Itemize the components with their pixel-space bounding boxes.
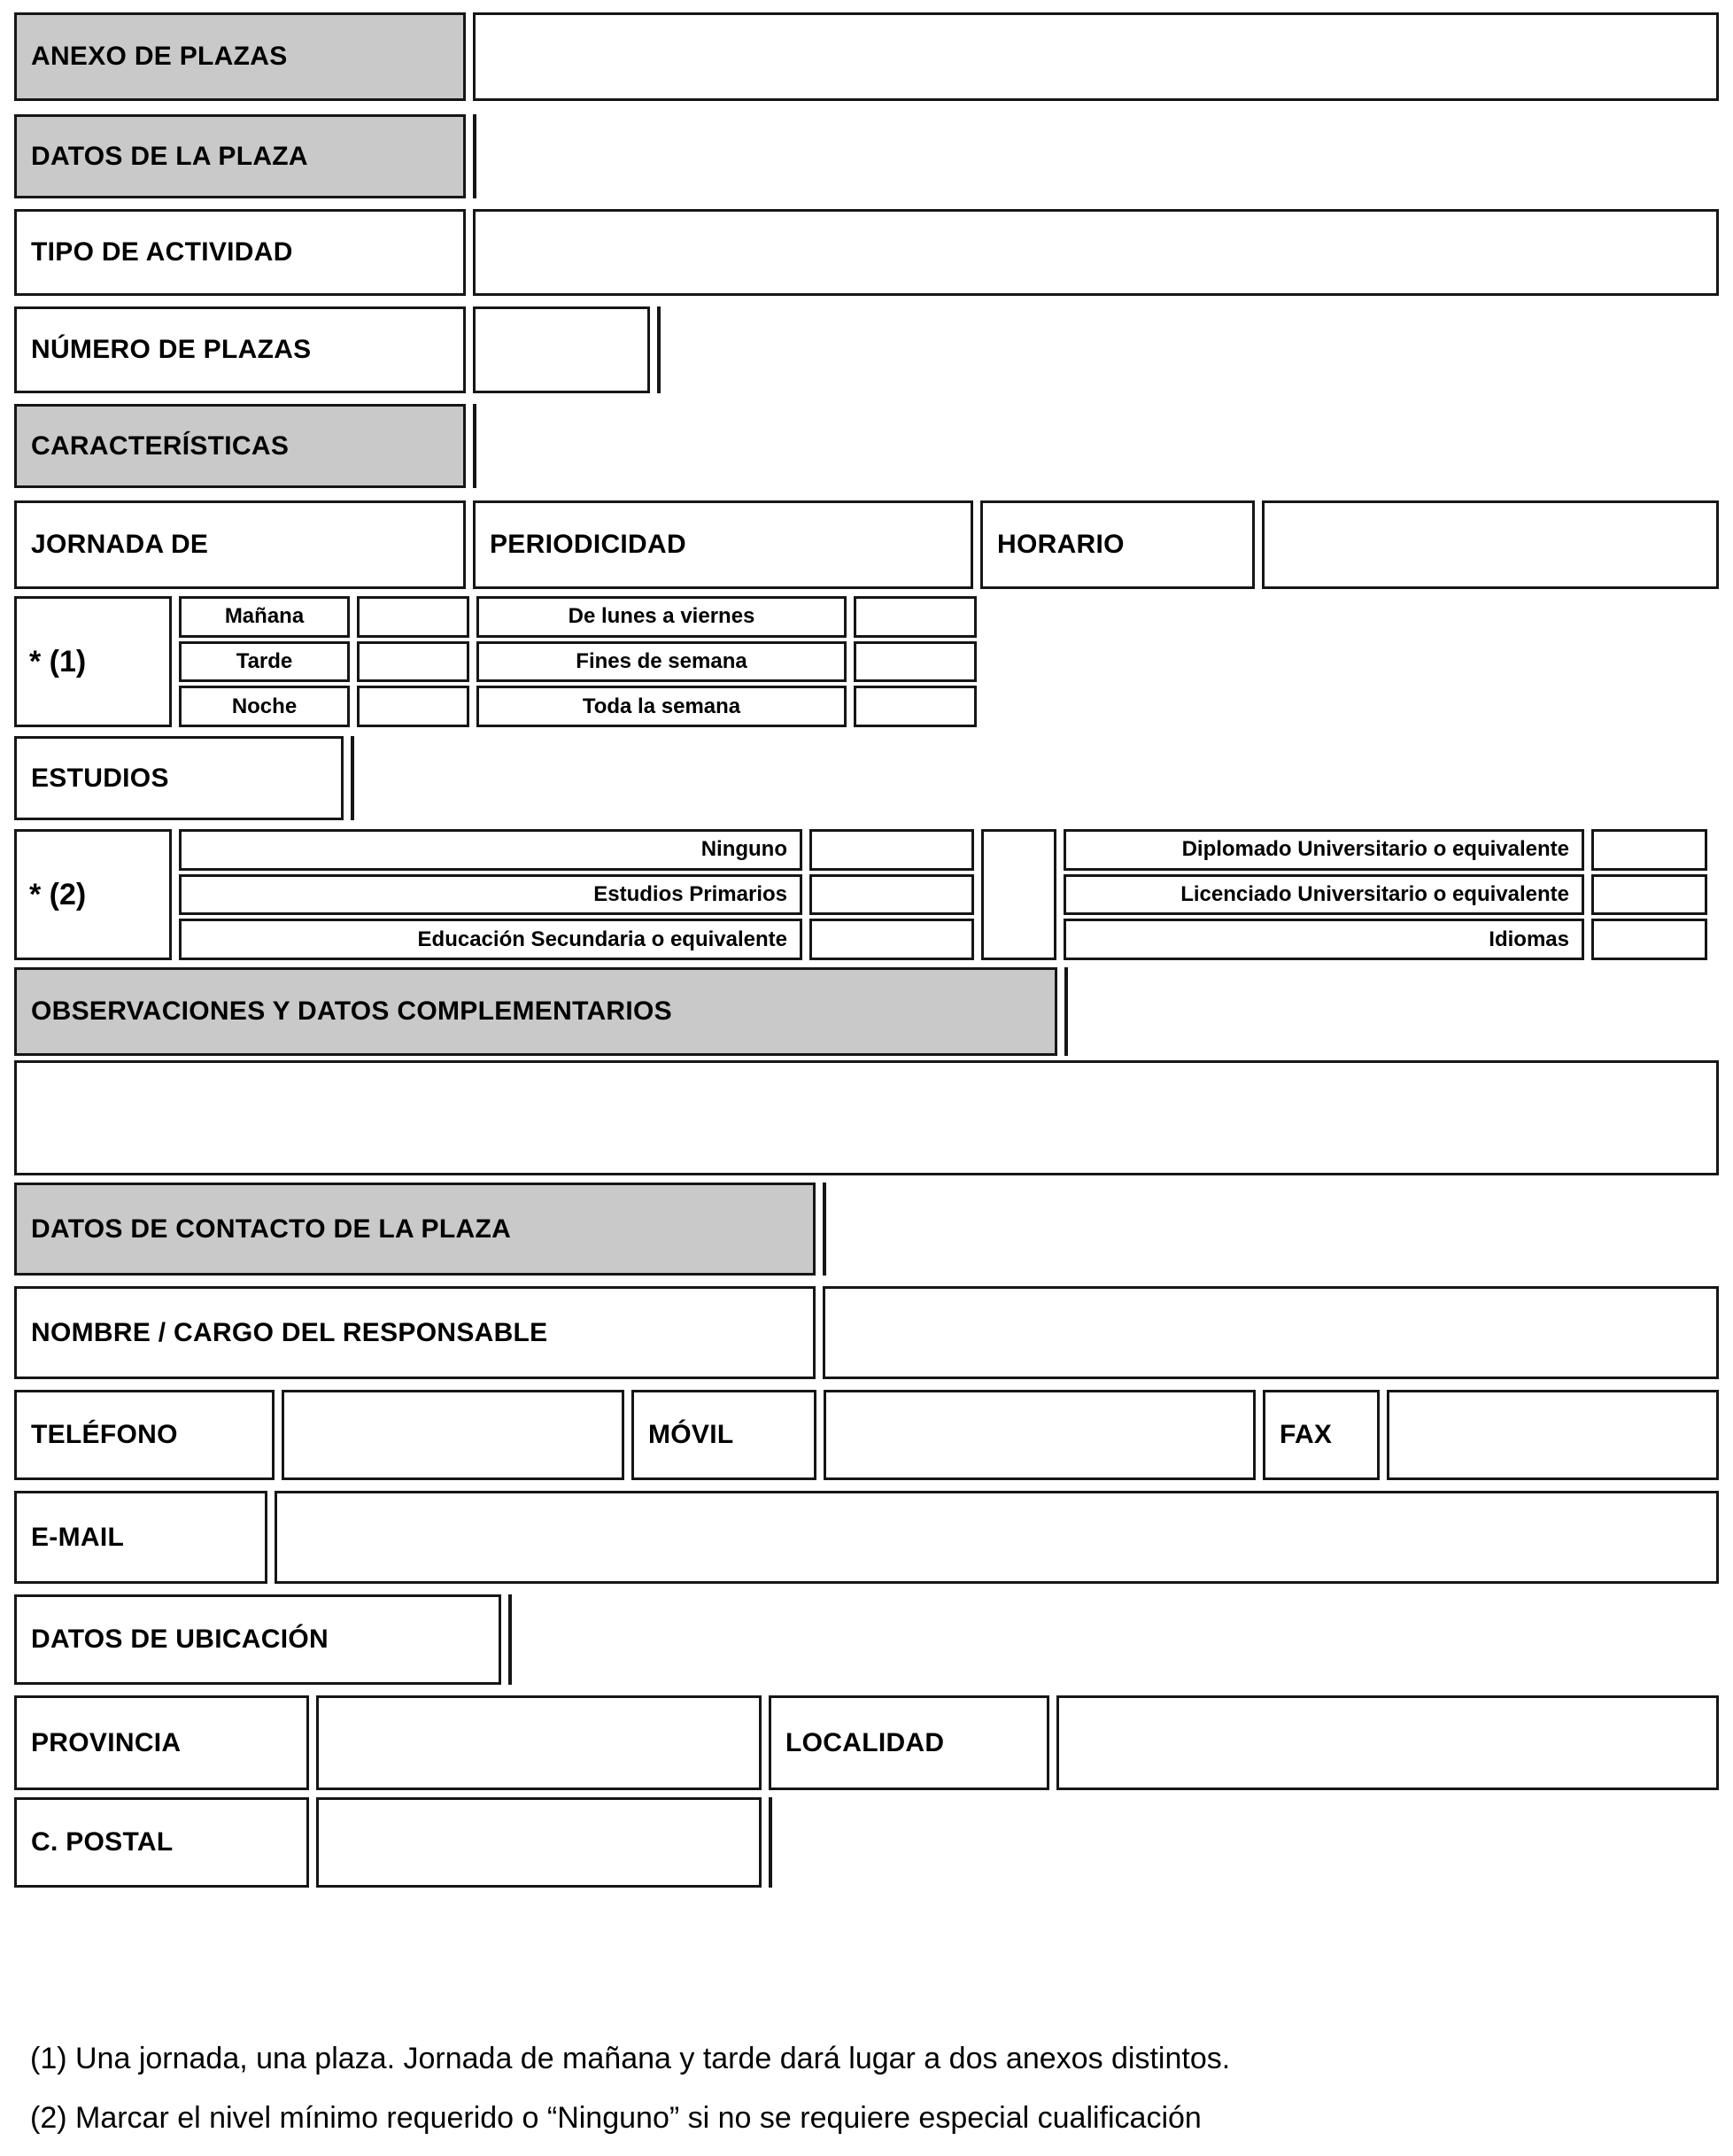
row-numero-plazas	[14, 306, 1719, 393]
provincia-field[interactable]	[316, 1695, 762, 1790]
email-field[interactable]	[275, 1491, 1719, 1584]
anexo-field[interactable]	[473, 12, 1719, 101]
jornada-noche-label: Noche	[179, 686, 350, 727]
estudios-label: ESTUDIOS	[14, 736, 344, 820]
periodicidad-lunes-viernes-checkbox[interactable]	[854, 596, 977, 638]
localidad-label: LOCALIDAD	[769, 1695, 1049, 1790]
row-observaciones-field	[14, 1060, 1719, 1175]
jornada-option-row	[179, 596, 469, 638]
datos-plaza-section-header: DATOS DE LA PLAZA	[14, 114, 466, 198]
empty-cell-edge	[823, 1183, 826, 1276]
row-caracteristicas	[14, 404, 1719, 488]
footnotes	[14, 2036, 1719, 2141]
row-codigo-postal	[14, 1797, 1719, 1888]
row-estudios	[14, 736, 1719, 820]
periodicidad-fines-semana-checkbox[interactable]	[854, 641, 977, 683]
email-label: E-MAIL	[14, 1491, 267, 1584]
jornada-tarde-checkbox[interactable]	[357, 641, 469, 683]
footnote2-marker: * (2)	[14, 829, 172, 960]
periodicidad-option-row	[476, 641, 977, 683]
row-provincia-localidad	[14, 1695, 1719, 1790]
row-email	[14, 1491, 1719, 1584]
movil-field[interactable]	[824, 1390, 1256, 1480]
empty-cell-edge	[351, 736, 354, 820]
estudios-primarios-label: Estudios Primarios	[179, 874, 802, 916]
horario-label: HORARIO	[980, 500, 1255, 589]
row-observaciones-header	[14, 967, 1719, 1056]
estudios-secundaria-label: Educación Secundaria o equivalente	[179, 919, 802, 960]
row-jornada-options	[14, 596, 1719, 727]
estudios-option-row	[1064, 919, 1707, 960]
empty-cell-edge	[473, 404, 476, 488]
jornada-noche-checkbox[interactable]	[357, 686, 469, 727]
jornada-options-column	[179, 596, 469, 727]
empty-cell-edge	[508, 1594, 512, 1685]
estudios-licenciado-checkbox[interactable]	[1591, 874, 1707, 916]
telefono-field[interactable]	[282, 1390, 624, 1480]
caracteristicas-section-header: CARACTERÍSTICAS	[14, 404, 466, 488]
row-jornada-headers	[14, 500, 1719, 589]
empty-cell-edge	[1064, 967, 1068, 1056]
codigo-postal-label: C. POSTAL	[14, 1797, 309, 1888]
row-telefonos	[14, 1390, 1719, 1480]
jornada-option-row	[179, 641, 469, 683]
provincia-label: PROVINCIA	[14, 1695, 309, 1790]
footnote1-marker: * (1)	[14, 596, 172, 727]
periodicidad-toda-semana-label: Toda la semana	[476, 686, 847, 727]
estudios-spacer-cell	[981, 829, 1056, 960]
estudios-left-column	[179, 829, 974, 960]
periodicidad-option-row	[476, 596, 977, 638]
estudios-licenciado-label: Licenciado Universitario o equivalente	[1064, 874, 1584, 916]
empty-cell-edge	[473, 114, 476, 198]
row-contacto-section	[14, 1183, 1719, 1276]
nombre-cargo-label: NOMBRE / CARGO DEL RESPONSABLE	[14, 1286, 816, 1379]
estudios-idiomas-label: Idiomas	[1064, 919, 1584, 960]
contacto-section-header: DATOS DE CONTACTO DE LA PLAZA	[14, 1183, 816, 1276]
estudios-idiomas-checkbox[interactable]	[1591, 919, 1707, 960]
jornada-label: JORNADA DE	[14, 500, 466, 589]
row-anexo	[14, 12, 1719, 101]
estudios-secundaria-checkbox[interactable]	[809, 919, 974, 960]
row-tipo-actividad	[14, 209, 1719, 296]
horario-field[interactable]	[1262, 500, 1719, 589]
row-ubicacion-section	[14, 1594, 1719, 1685]
ubicacion-section-header: DATOS DE UBICACIÓN	[14, 1594, 501, 1685]
numero-plazas-label: NÚMERO DE PLAZAS	[14, 306, 466, 393]
estudios-option-row	[179, 919, 974, 960]
nombre-cargo-field[interactable]	[823, 1286, 1719, 1379]
row-estudios-options	[14, 829, 1719, 960]
periodicidad-label: PERIODICIDAD	[473, 500, 973, 589]
estudios-option-row	[179, 874, 974, 916]
estudios-option-row	[1064, 874, 1707, 916]
tipo-actividad-field[interactable]	[473, 209, 1719, 296]
jornada-option-row	[179, 686, 469, 727]
estudios-primarios-checkbox[interactable]	[809, 874, 974, 916]
estudios-ninguno-label: Ninguno	[179, 829, 802, 871]
periodicidad-toda-semana-checkbox[interactable]	[854, 686, 977, 727]
footnote-1: (1) Una jornada, una plaza. Jornada de mañana y tarde dará lugar a dos anexos distintos.	[30, 2042, 1231, 2075]
footnote-2: (2) Marcar el nivel mínimo requerido o “Ninguno” si no se requiere especial cualificación	[30, 2101, 1202, 2135]
estudios-option-row	[1064, 829, 1707, 871]
fax-field[interactable]	[1387, 1390, 1719, 1480]
movil-label: MÓVIL	[631, 1390, 816, 1480]
periodicidad-options-column	[476, 596, 977, 727]
telefono-label: TELÉFONO	[14, 1390, 275, 1480]
jornada-tarde-label: Tarde	[179, 641, 350, 683]
observaciones-section-header: OBSERVACIONES Y DATOS COMPLEMENTARIOS	[14, 967, 1057, 1056]
fax-label: FAX	[1263, 1390, 1380, 1480]
estudios-right-column	[1064, 829, 1707, 960]
periodicidad-option-row	[476, 686, 977, 727]
codigo-postal-field[interactable]	[316, 1797, 762, 1888]
estudios-diplomado-checkbox[interactable]	[1591, 829, 1707, 871]
periodicidad-lunes-viernes-label: De lunes a viernes	[476, 596, 847, 638]
jornada-manana-checkbox[interactable]	[357, 596, 469, 638]
estudios-ninguno-checkbox[interactable]	[809, 829, 974, 871]
periodicidad-fines-semana-label: Fines de semana	[476, 641, 847, 683]
empty-cell-edge	[657, 306, 661, 393]
tipo-actividad-label: TIPO DE ACTIVIDAD	[14, 209, 466, 296]
anexo-de-plazas-header: ANEXO DE PLAZAS	[14, 12, 466, 101]
localidad-field[interactable]	[1056, 1695, 1719, 1790]
observaciones-field[interactable]	[14, 1060, 1719, 1175]
row-nombre-cargo	[14, 1286, 1719, 1379]
jornada-manana-label: Mañana	[179, 596, 350, 638]
estudios-option-row	[179, 829, 974, 871]
estudios-diplomado-label: Diplomado Universitario o equivalente	[1064, 829, 1584, 871]
numero-plazas-field[interactable]	[473, 306, 650, 393]
empty-cell-edge	[769, 1797, 772, 1888]
row-datos-plaza-section	[14, 114, 1719, 198]
